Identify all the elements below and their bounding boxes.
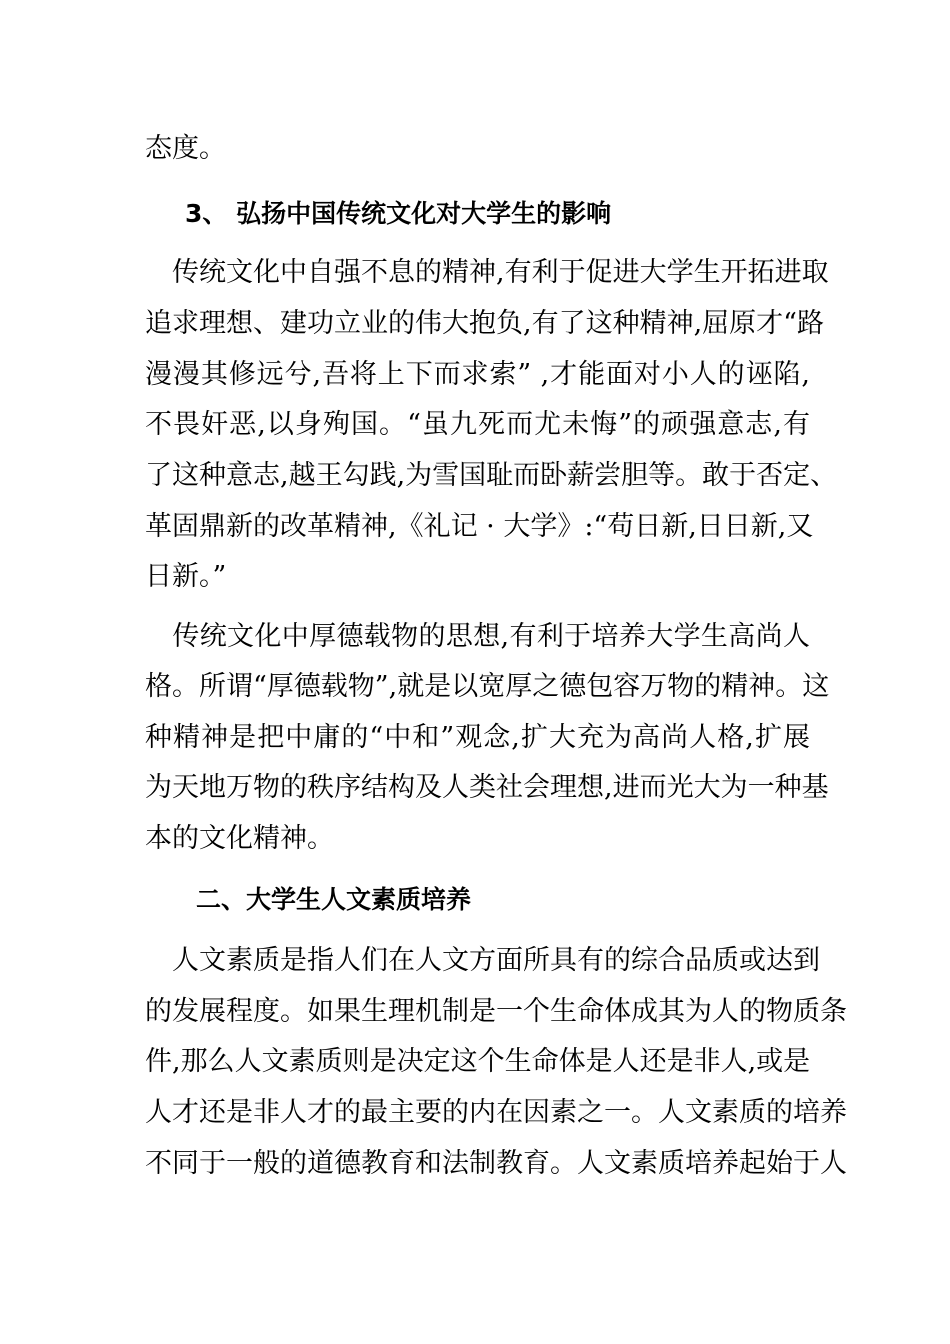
- paragraph-line: 了这种意志,越王勾践,为雪国耻而卧薪尝胆等。敢于否定、: [145, 460, 838, 491]
- paragraph-line: 日新。”: [145, 561, 227, 592]
- paragraph-line: 不同于一般的道德教育和法制教育。人文素质培养起始于人: [145, 1148, 847, 1179]
- paragraph-line: 人才还是非人才的最主要的内在因素之一。人文素质的培养: [145, 1097, 847, 1128]
- paragraph-line: 不畏奸恶,以身殉国。“虽九死而尤未悔”的顽强意志,有: [145, 409, 810, 440]
- paragraph-line: 革固鼎新的改革精神,《礼记 · 大学》:“苟日新,日日新,又: [145, 511, 814, 542]
- paragraph-line: 种精神是把中庸的“中和”观念,扩大充为高尚人格,扩展: [145, 722, 810, 753]
- paragraph-line: 格。所谓“厚德载物”,就是以宽厚之德包容万物的精神。这: [145, 671, 830, 702]
- section-3-heading: 3、 弘扬中国传统文化对大学生的影响: [185, 199, 612, 228]
- paragraph-line: 的发展程度。如果生理机制是一个生命体成其为人的物质条: [145, 996, 847, 1027]
- paragraph-line: 传统文化中自强不息的精神,有利于促进大学生开拓进取: [145, 257, 829, 288]
- paragraph-line: 件,那么人文素质则是决定这个生命体是人还是非人,或是: [145, 1046, 811, 1077]
- section-2-heading: 二、大学生人文素质培养: [196, 885, 472, 914]
- paragraph-line: 本的文化精神。: [145, 823, 334, 854]
- paragraph-line: 为天地万物的秩序结构及人类社会理想,进而光大为一种基: [145, 772, 829, 803]
- paragraph-line: 追求理想、建功立业的伟大抱负,有了这种精神,屈原才“路: [145, 308, 824, 339]
- paragraph-line: 传统文化中厚德载物的思想,有利于培养大学生高尚人: [145, 621, 810, 652]
- paragraph-line: 漫漫其修远兮,吾将上下而求索” ,才能面对小人的诬陷,: [145, 359, 810, 390]
- intro-tail-line: 态度。: [145, 133, 226, 164]
- paragraph-line: 人文素质是指人们在人文方面所具有的综合品质或达到: [145, 945, 820, 976]
